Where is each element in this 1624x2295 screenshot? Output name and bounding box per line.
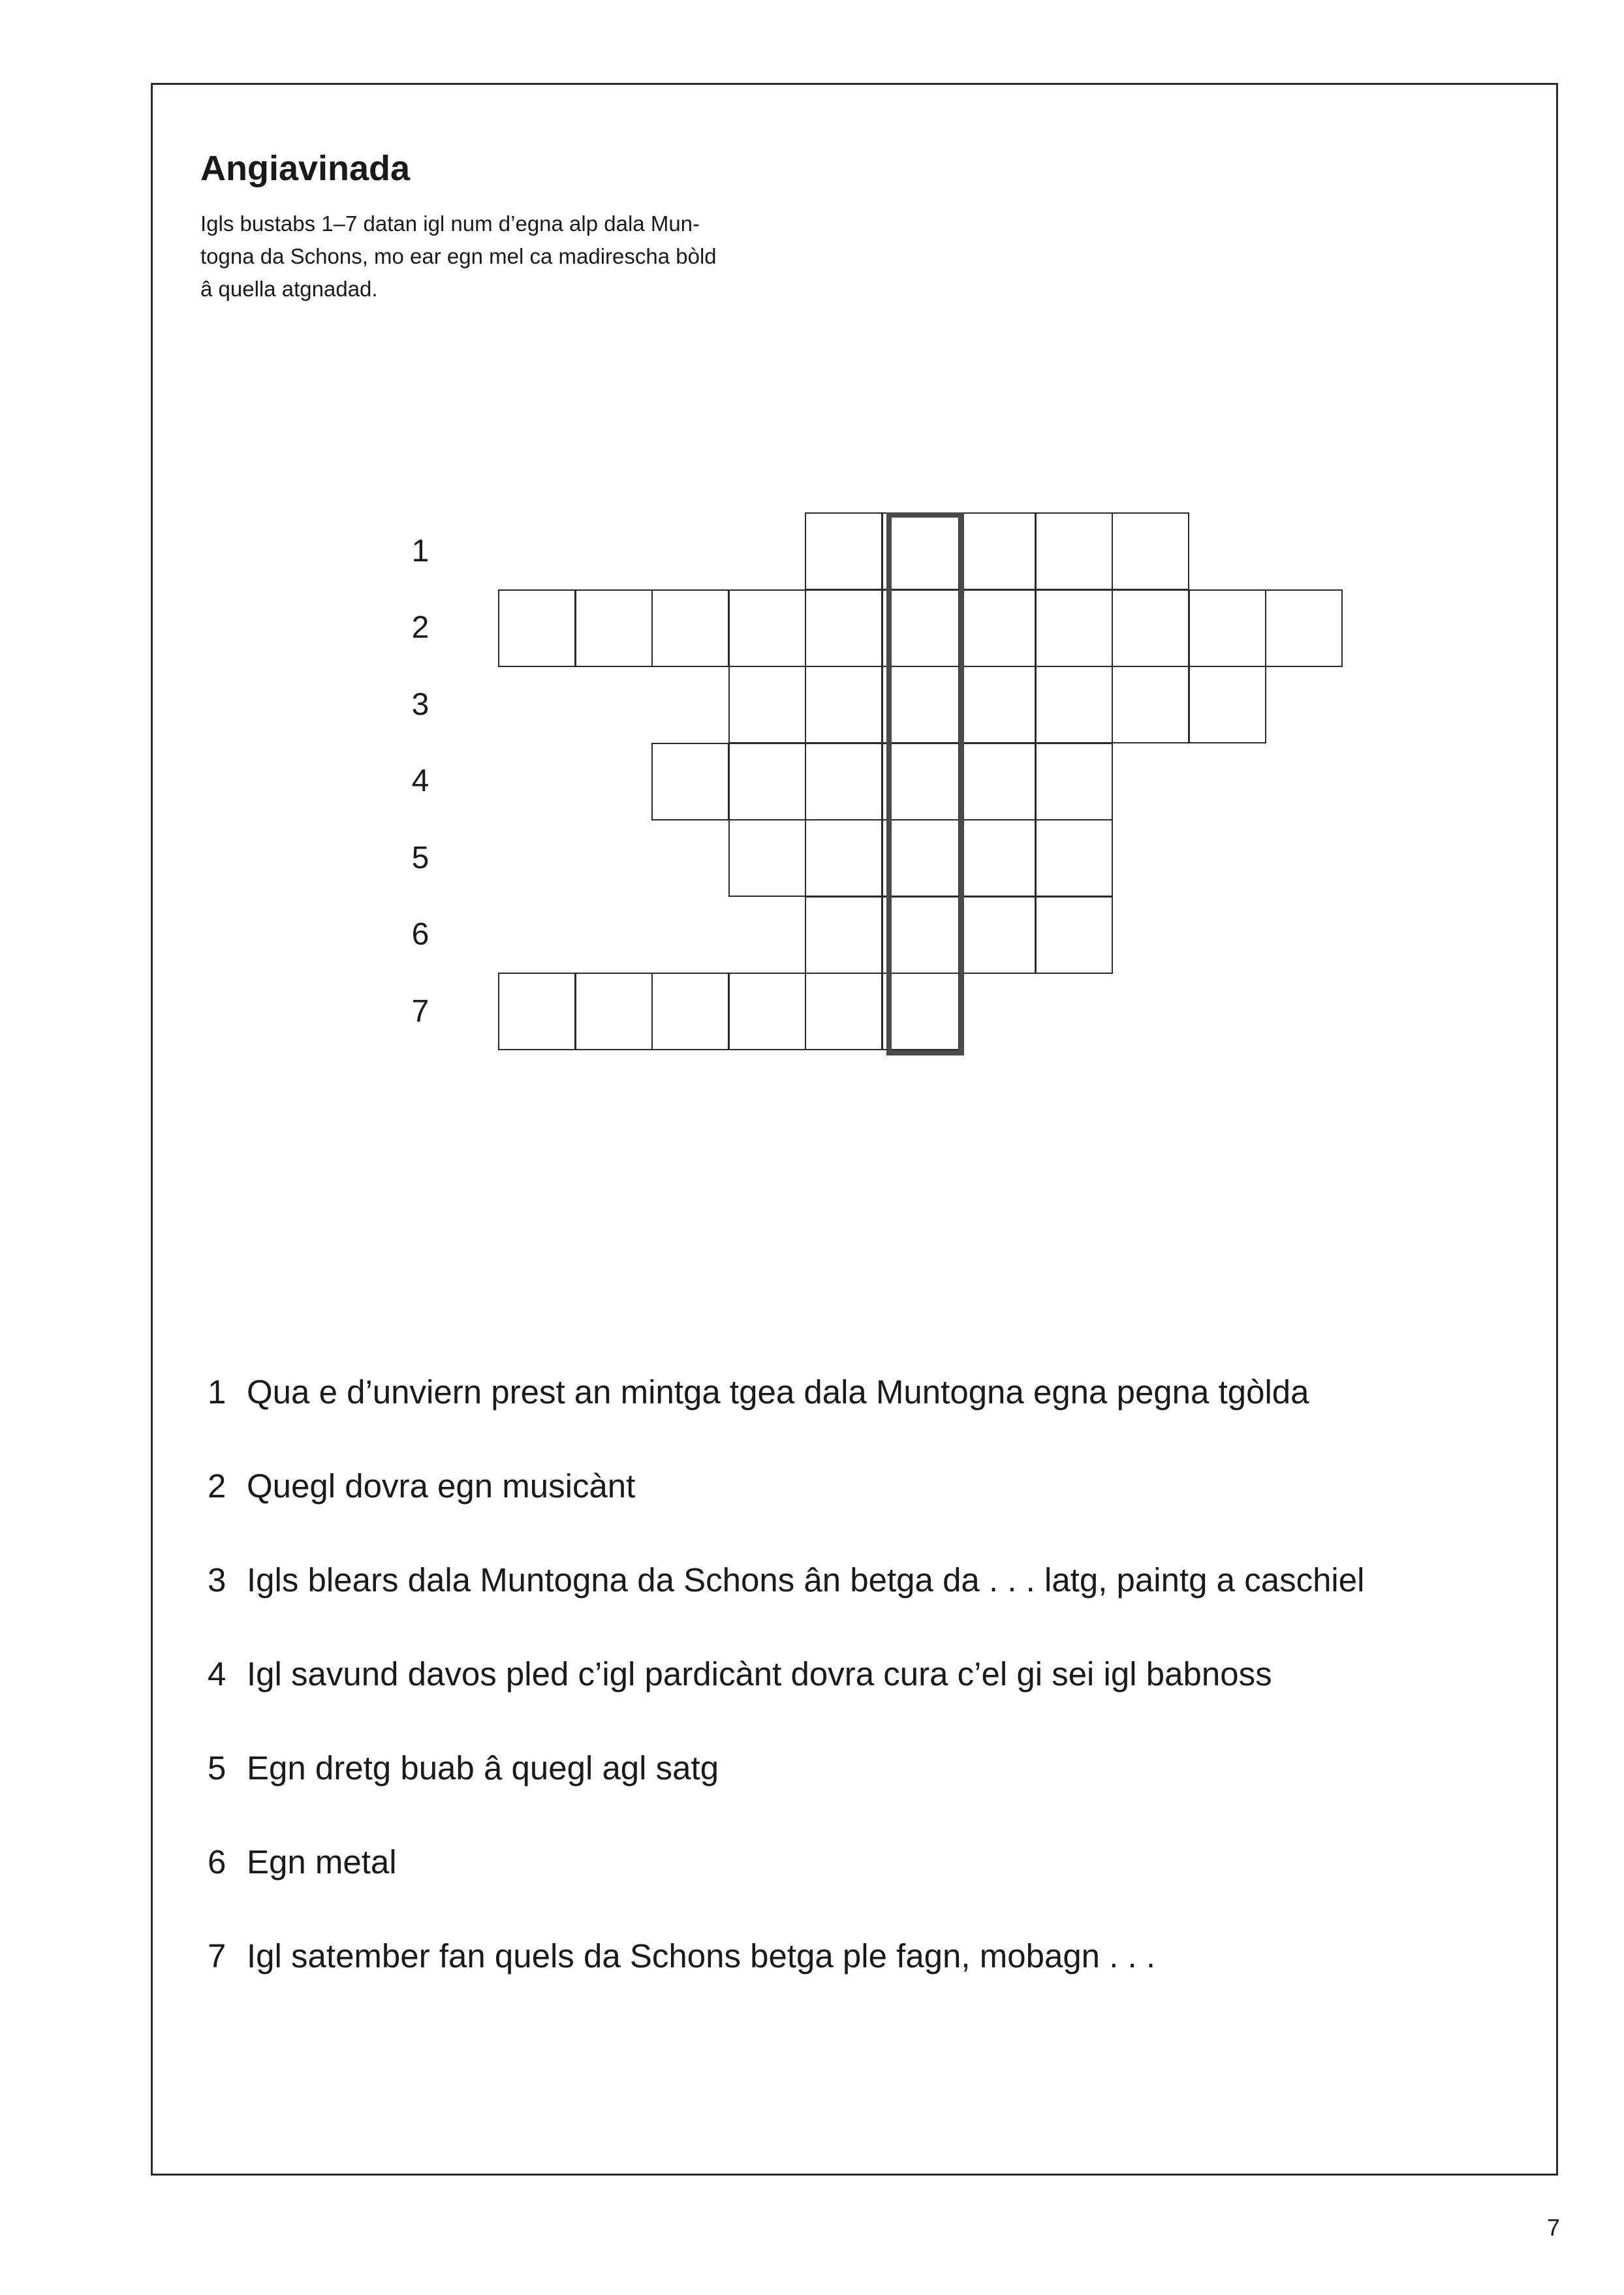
crossword-cell[interactable] — [805, 589, 882, 667]
instruction-line: Igls bustabs 1–7 datan igl num d’egna alp dala Mun- — [200, 211, 700, 236]
clue-text: Qua e d’unviern prest an mintga tgea dala Muntogna egna pegna tgòlda — [247, 1373, 1309, 1411]
row-number: 6 — [411, 917, 429, 952]
clue-item — [208, 1747, 1539, 1790]
puzzle-title: Angiavinada — [200, 149, 411, 188]
crossword-cell[interactable] — [1189, 666, 1266, 743]
row-number: 7 — [411, 993, 429, 1029]
crossword-cell[interactable] — [728, 589, 806, 667]
clue-text: Igl satember fan quels da Schons betga ple fagn, mobagn . . . — [247, 1937, 1156, 1975]
crossword-cell[interactable] — [1265, 589, 1343, 667]
crossword-cell[interactable] — [1035, 512, 1113, 590]
clue-item — [208, 1841, 1539, 1884]
crossword-cell[interactable] — [958, 743, 1036, 820]
crossword-cell[interactable] — [805, 666, 882, 743]
row-number: 5 — [411, 840, 429, 875]
crossword-cell[interactable] — [728, 819, 806, 897]
puzzle-instructions — [200, 208, 918, 305]
crossword-cell[interactable] — [805, 973, 882, 1050]
crossword-cell[interactable] — [651, 589, 729, 667]
clue-number: 1 — [208, 1373, 226, 1411]
crossword-cell[interactable] — [651, 973, 729, 1050]
clue-item — [208, 1653, 1539, 1696]
clue-number: 3 — [208, 1561, 226, 1599]
crossword-cell[interactable] — [1035, 896, 1113, 974]
crossword-cell[interactable] — [1112, 512, 1189, 590]
crossword-cell[interactable] — [958, 512, 1036, 590]
clue-text: Igl savund davos pled c’igl pardicànt dovra cura c’el gi sei igl babnoss — [247, 1655, 1272, 1693]
clue-text: Egn dretg buab â quegl agl satg — [247, 1749, 719, 1787]
row-number: 2 — [411, 610, 429, 645]
crossword-cell[interactable] — [1035, 589, 1113, 667]
instruction-line: â quella atgnadad. — [200, 277, 378, 301]
clue-number: 7 — [208, 1937, 226, 1975]
crossword-cell[interactable] — [1112, 589, 1189, 667]
crossword-cell[interactable] — [498, 973, 576, 1050]
page-number: 7 — [1547, 2214, 1561, 2241]
crossword-cell[interactable] — [805, 512, 882, 590]
clue-number: 2 — [208, 1467, 226, 1505]
crossword-cell[interactable] — [728, 666, 806, 743]
crossword-cell[interactable] — [651, 743, 729, 820]
clue-item — [208, 1371, 1539, 1414]
crossword-cell[interactable] — [728, 743, 806, 820]
crossword-cell[interactable] — [805, 743, 882, 820]
clue-number: 6 — [208, 1843, 226, 1881]
crossword-cell[interactable] — [575, 973, 653, 1050]
crossword-cell[interactable] — [1112, 666, 1189, 743]
clue-item — [208, 1559, 1539, 1602]
crossword-cell[interactable] — [1035, 666, 1113, 743]
row-number: 1 — [411, 533, 429, 569]
crossword-cell[interactable] — [728, 973, 806, 1050]
clue-text: Quegl dovra egn musicànt — [247, 1467, 636, 1505]
crossword-cell[interactable] — [805, 896, 882, 974]
row-number: 3 — [411, 687, 429, 722]
clue-number: 5 — [208, 1749, 226, 1787]
clue-number: 4 — [208, 1655, 226, 1693]
row-number: 4 — [411, 764, 429, 798]
clue-item — [208, 1465, 1539, 1508]
solution-column-highlight — [886, 512, 964, 1055]
crossword-cell[interactable] — [958, 896, 1036, 974]
crossword-cell[interactable] — [958, 666, 1036, 743]
crossword-cell[interactable] — [1035, 819, 1113, 897]
clue-list — [208, 1371, 1539, 2029]
clue-item — [208, 1935, 1539, 1978]
crossword-cell[interactable] — [958, 819, 1036, 897]
clue-text: Egn metal — [247, 1843, 397, 1881]
crossword-cell[interactable] — [498, 589, 576, 667]
instruction-line: togna da Schons, mo ear egn mel ca madirescha bòld — [200, 244, 717, 268]
crossword-cell[interactable] — [1189, 589, 1266, 667]
crossword-cell[interactable] — [805, 819, 882, 897]
crossword-cell[interactable] — [958, 589, 1036, 667]
clue-text: Igls blears dala Muntogna da Schons ân betga da . . . latg, paintg a caschiel — [247, 1561, 1365, 1599]
crossword-cell[interactable] — [1035, 743, 1113, 820]
crossword-cell[interactable] — [575, 589, 653, 667]
